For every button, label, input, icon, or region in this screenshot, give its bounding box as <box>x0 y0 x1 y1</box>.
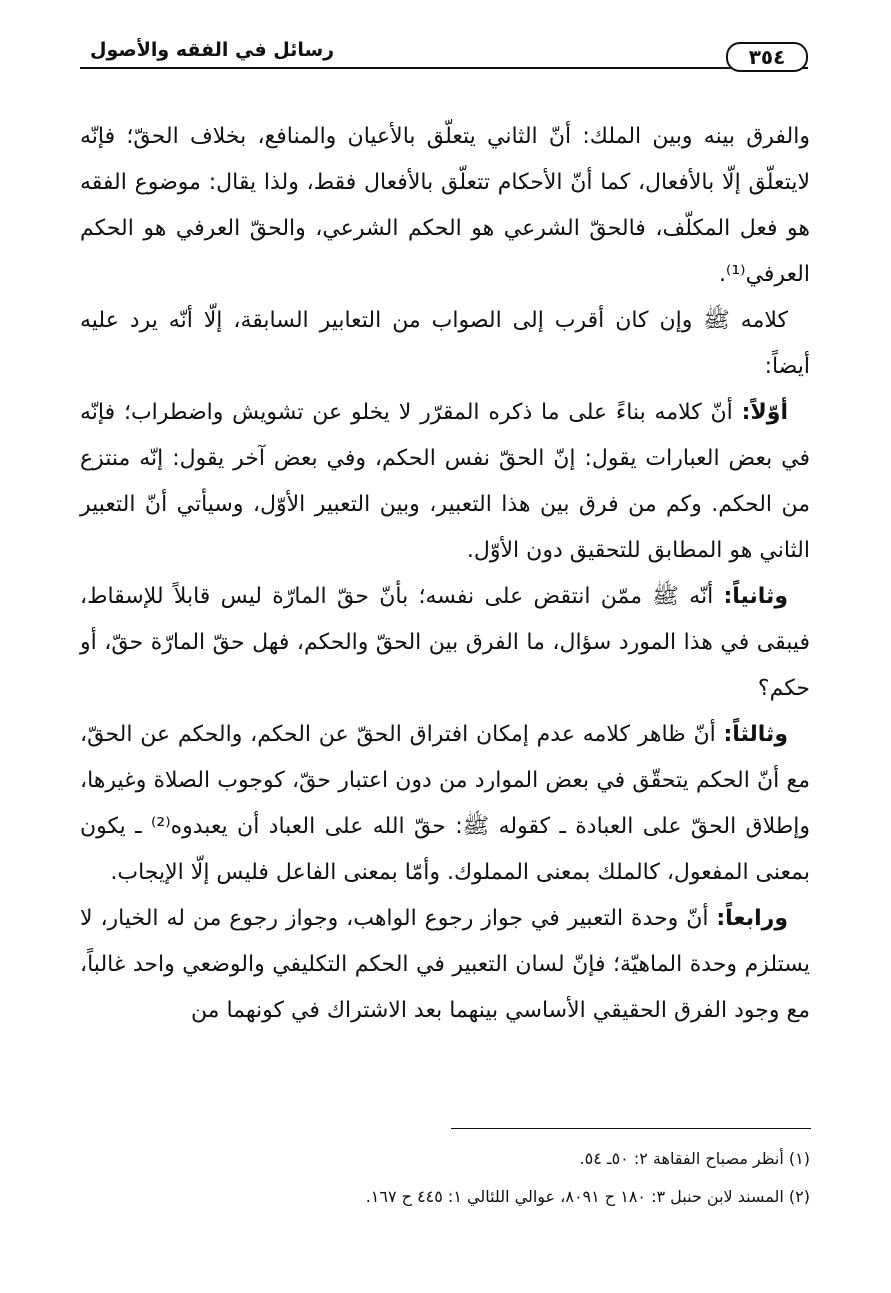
paragraph-6-lead: ورابعاً: <box>716 906 788 931</box>
footnote-1: (١) أنظر مصباح الفقاهة ٢: ٥٠ـ ٥٤. <box>579 1149 810 1168</box>
paragraph-3-lead: أوّلاً: <box>741 400 788 425</box>
paragraph-1: والفرق بينه وبين الملك: أنّ الثاني يتعلّق بالأعيان والمنافع، بخلاف الحقّ؛ فإنّه لايتعلّق إلّا بالأفعال، كما أنّ الأحكام تتعلّق بالأفعال فقط، ولذا يقال: موضوع الفقه هو فعل المكلّف، فالحقّ الشرعي هو الحكم الشرعي، والحقّ العرفي هو الحكم العرفي⁽¹⁾. <box>80 124 810 287</box>
paragraph-5-text: أنّ ظاهر كلامه عدم إمكان افتراق الحقّ عن الحكم، والحكم عن الحقّ، مع أنّ الحكم يتحقّق في بعض الموارد من دون اعتبار حقّ، كوجوب الصلاة وغيرها، وإطلاق الحقّ على العبادة ـ كقوله ﷺ: حقّ الله على العباد أن يعبدوه⁽²⁾ ـ يكون بمعنى المفعول، كالملك بمعنى المملوك. وأمّا بمعنى الفاعل فليس إلّا الإيجاب. <box>80 722 810 885</box>
page-number: ٣٥٤ <box>726 42 808 72</box>
footnote-rule <box>451 1128 811 1129</box>
paragraph-3-text: أنّ كلامه بناءً على ما ذكره المقرّر لا يخلو عن تشويش واضطراب؛ فإنّه في بعض العبارات يقول: إنّ الحقّ نفس الحكم، وفي بعض آخر يقول: إنّه منتزع من الحكم. وكم من فرق بين هذا التعبير، وبين التعبير الأوّل، وسيأتي أنّ التعبير الثاني هو المطابق للتحقيق دون الأوّل. <box>80 400 810 563</box>
body-text <box>80 114 810 1034</box>
paragraph-3 <box>80 390 810 574</box>
footnotes <box>80 1140 810 1216</box>
paragraph-4-lead: وثانياً: <box>723 584 788 609</box>
paragraph-5-lead: وثالثاً: <box>723 722 788 747</box>
page-header <box>80 36 808 76</box>
paragraph-2: كلامه ﷺ وإن كان أقرب إلى الصواب من التعابير السابقة، إلّا أنّه يرد عليه أيضاً: <box>80 308 810 379</box>
paragraph-6 <box>80 896 810 1034</box>
paragraph-6-text: أنّ وحدة التعبير في جواز رجوع الواهب، وجواز رجوع من له الخيار، لا يستلزم وحدة الماهيّة؛ فإنّ لسان التعبير في الحكم التكليفي والوضعي واحد غالباً، مع وجود الفرق الحقيقي الأساسي بينهما بعد الاشتراك في كونهما من <box>80 906 810 1023</box>
paragraph-4 <box>80 574 810 712</box>
running-title: رسائل في الفقه والأصول <box>90 39 335 61</box>
paragraph-5 <box>80 712 810 896</box>
footnote-2: (٢) المسند لابن حنبل ٣: ١٨٠ ح ٨٠٩١، عوالي اللئالي ١: ٤٤٥ ح ١٦٧. <box>365 1187 810 1206</box>
paragraph-4-text: أنّه ﷺ ممّن انتقض على نفسه؛ بأنّ حقّ المارّة ليس قابلاً للإسقاط، فيبقى في هذا المورد سؤال، ما الفرق بين الحقّ والحكم، فهل حقّ المارّة حقّ، أو حكم؟ <box>80 584 810 701</box>
header-rule <box>80 67 808 69</box>
